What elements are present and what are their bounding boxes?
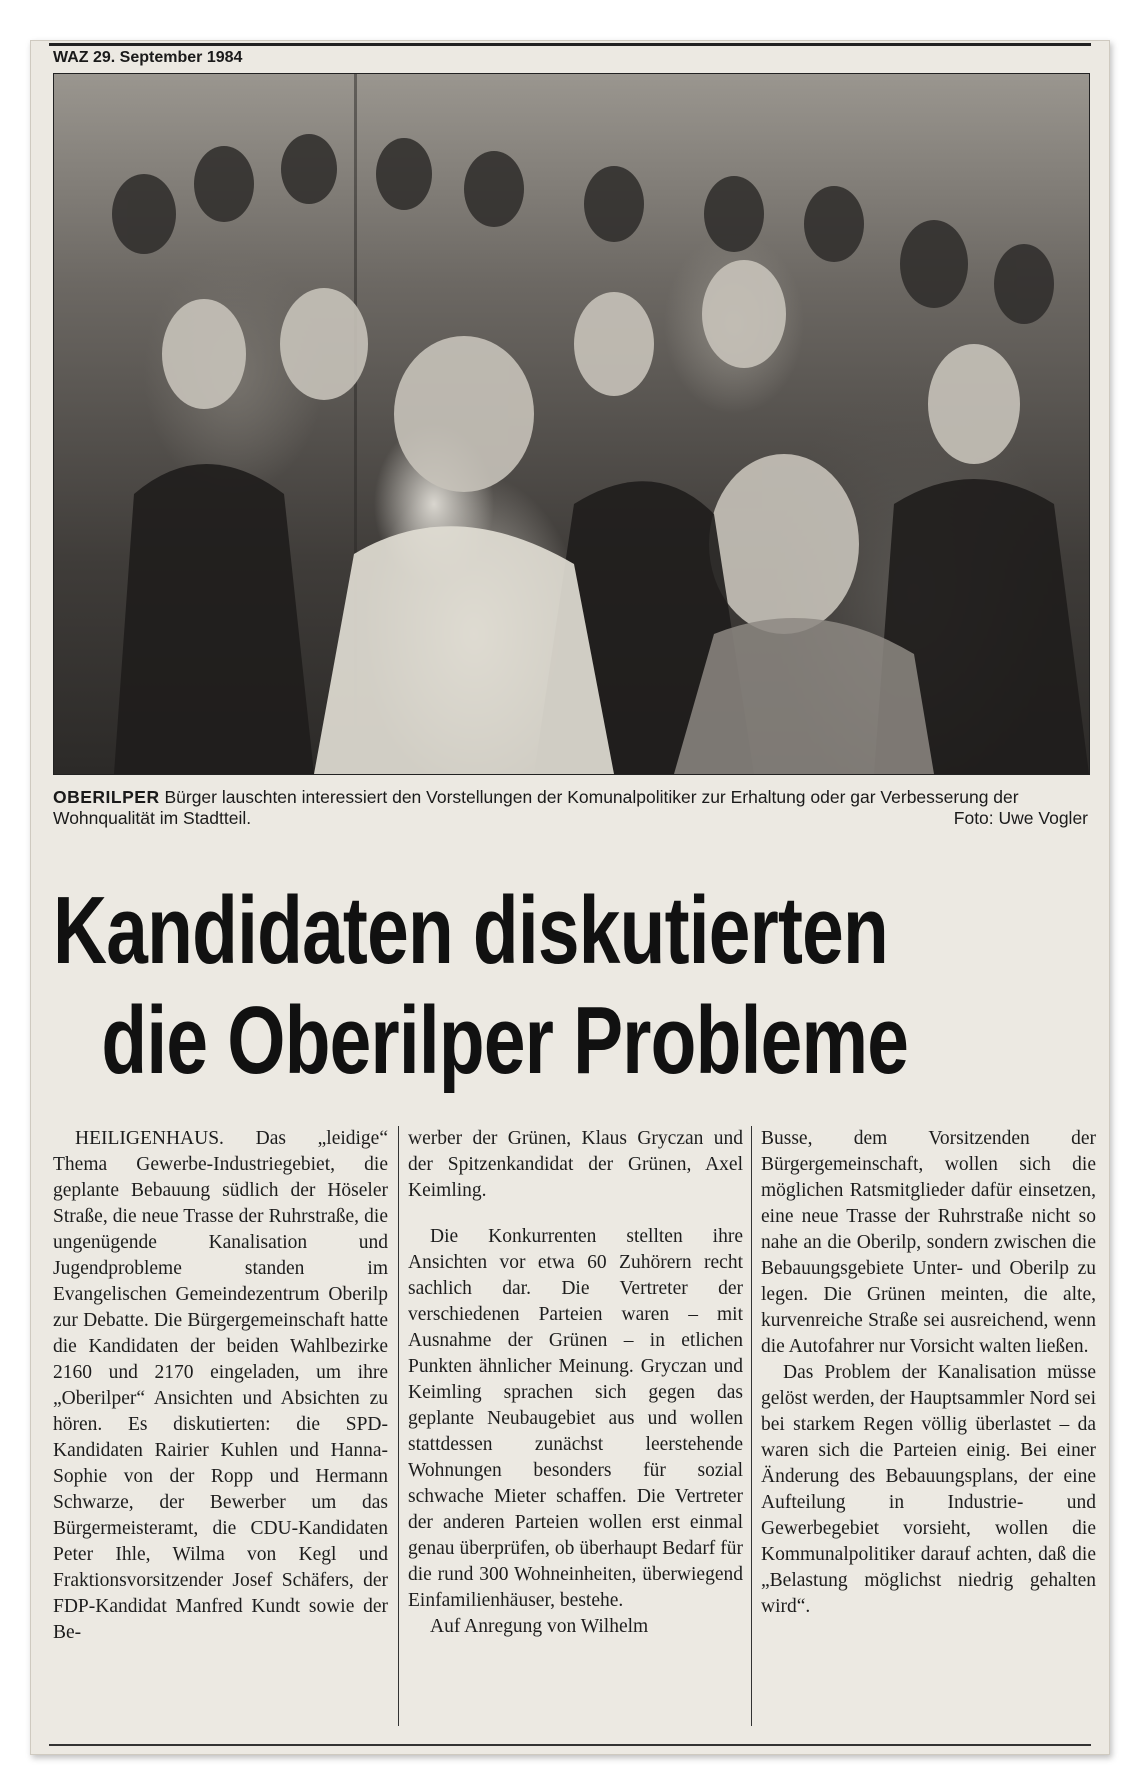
source-date: WAZ 29. September 1984 <box>53 49 243 66</box>
photo-caption <box>53 787 1088 829</box>
photo-credit: Foto: Uwe Vogler <box>953 808 1088 828</box>
audience-photo <box>53 73 1090 775</box>
headline-line-1: Kandidaten diskutierten <box>53 877 888 984</box>
top-rule <box>49 43 1091 46</box>
paragraph: Die Konkurrenten stellten ihre Ansichten vor etwa 60 Zuhörern recht sachlich dar. Die Vertreter der verschiedenen Parteien waren – mit Ausnahme der Grünen – in etlichen Punkten ähnlicher Meinung. Gryczan und Keimling sprachen sich gegen das geplante Neubaugebiet aus und wollen stattdessen zunächst leerstehende Wohnungen besonders für sozial schwache Mieter schaffen. Die Vertreter der anderen Parteien wollen erst einmal genau überprüfen, ob überhaupt Bedarf für die rund 300 Wohneinheiten, überwiegend Einfamilienhäuser, bestehe. <box>408 1226 743 1611</box>
headline-line-2: die Oberilper Probleme <box>101 987 909 1094</box>
headline <box>53 876 909 1096</box>
caption-text: Bürger lauschten interessiert den Vorstellungen der Komunalpolitiker zur Erhaltung oder gar Verbesserung der Wohnqualität im Stadtteil. <box>53 787 1019 828</box>
paragraph: werber der Grünen, Klaus Gryczan und der Spitzenkandidat der Grünen, Axel Keimling. <box>408 1128 743 1201</box>
paragraph: HEILIGENHAUS. Das „leidige“ Thema Gewerbe-Industriegebiet, die geplante Bebauung südlich der Höseler Straße, die neue Trasse der Ruhrstraße, die ungenügende Kanalisation und Jugendprobleme standen im Evangelischen Gemeindezentrum Oberilp zur Debatte. Die Bürgergemeinschaft hatte die Kandidaten der beiden Wahlbezirke 2160 und 2170 eingeladen, um ihre „Oberilper“ Ansichten und Absichten zu hören. Es diskutierten: die SPD-Kandidaten Rairier Kuhlen und Hanna-Sophie von der Ropp und Hermann Schwarze, der Bewerber um das Bürgermeisteramt, die CDU-Kandidaten Peter Ihle, Wilma von Kegl und Fraktionsvorsitzender Josef Schäfers, der FDP-Kandidat Manfred Kundt sowie der Be- <box>53 1128 388 1643</box>
caption-lead: OBERILPER <box>53 787 160 807</box>
paragraph: Das Problem der Kanalisation müsse gelöst werden, der Hauptsammler Nord sei bei starkem Regen völlig überlastet – da waren sich die Parteien einig. Bei einer Änderung des Bebauungsplans, der eine Aufteilung in Industrie- und Gewerbegebiet vorsieht, wollen die Kommunalpolitiker darauf achten, daß die „Belastung möglichst niedrig gehalten wird“. <box>761 1362 1096 1617</box>
paragraph: Auf Anregung von Wilhelm <box>430 1616 649 1637</box>
bottom-rule <box>49 1744 1091 1746</box>
paragraph: Busse, dem Vorsitzenden der Bürgergemeinschaft, wollen sich die möglichen Ratsmitglieder dafür einsetzen, eine neue Trasse der Ruhrstraße nicht so nahe an die Oberilp, sondern zwischen die Bebauungsgebiete Unter- und Oberilp zu legen. Die Grünen meinten, die alte, kurvenreiche Straße sei ausreichend, wenn die Autofahrer nur Vorsicht walten ließen. <box>761 1128 1096 1357</box>
column-divider <box>751 1126 752 1726</box>
audience-photo-illustration <box>54 74 1089 774</box>
article-body <box>53 1126 1096 1726</box>
column-divider <box>398 1126 399 1726</box>
article-column-2 <box>408 1126 743 1726</box>
newspaper-clipping <box>30 40 1110 1755</box>
article-column-1 <box>53 1126 388 1726</box>
article-column-3 <box>761 1126 1096 1726</box>
